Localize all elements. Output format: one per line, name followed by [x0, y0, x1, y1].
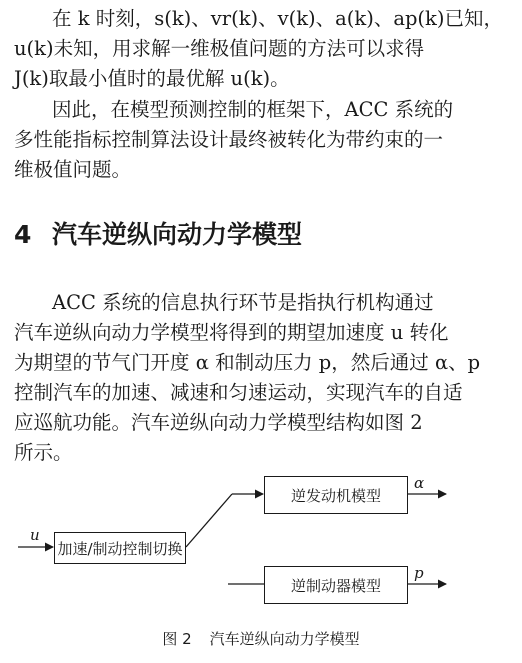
text-line: 为期望的节气门开度 α 和制动压力 p，然后通过 α、p	[14, 351, 481, 374]
brake-block	[264, 566, 408, 604]
output-p-label: p	[414, 564, 424, 582]
text-line: 汽车逆纵向动力学模型将得到的期望加速度 u 转化	[14, 321, 449, 344]
text-line: u(k)未知，用求解一维极值问题的方法可以求得	[14, 37, 425, 60]
figure-number: 图 2	[162, 630, 192, 648]
paragraph-optimal-solution	[14, 4, 508, 94]
switch-arm	[186, 494, 232, 547]
text-line: 在 k 时刻，s(k)、vr(k)、v(k)、a(k)、ap(k)已知，	[52, 7, 503, 30]
text-line: 因此，在模型预测控制的框架下，ACC 系统的	[52, 98, 454, 121]
text-line: 多性能指标控制算法设计最终被转化为带约束的一	[14, 128, 444, 151]
section-heading	[14, 215, 302, 251]
text-line: J(k)取最小值时的最优解 u(k)。	[14, 67, 290, 90]
switch-block	[54, 532, 186, 564]
section-number: 4	[14, 220, 32, 249]
engine-block-label: 逆发动机模型	[290, 486, 381, 505]
input-signal-label: u	[30, 526, 40, 544]
text-line: ACC 系统的信息执行环节是指执行机构通过	[52, 291, 434, 314]
figure-caption	[0, 628, 522, 649]
text-line: 维极值问题。	[14, 158, 132, 181]
output-alpha-label: α	[414, 474, 425, 492]
brake-block-label: 逆制动器模型	[290, 576, 381, 595]
engine-block	[264, 476, 408, 514]
text-line: 控制汽车的加速、减速和匀速运动，实现汽车的自适	[14, 381, 463, 404]
text-line: 所示。	[14, 441, 73, 464]
text-line: 应巡航功能。汽车逆纵向动力学模型结构如图 2	[14, 411, 423, 434]
paragraph-model-description	[14, 288, 508, 468]
switch-block-label: 加速/制动控制切换	[57, 539, 183, 558]
section-title: 汽车逆纵向动力学模型	[52, 220, 303, 249]
paragraph-conclusion	[14, 95, 508, 185]
figure-title: 汽车逆纵向动力学模型	[209, 630, 360, 648]
